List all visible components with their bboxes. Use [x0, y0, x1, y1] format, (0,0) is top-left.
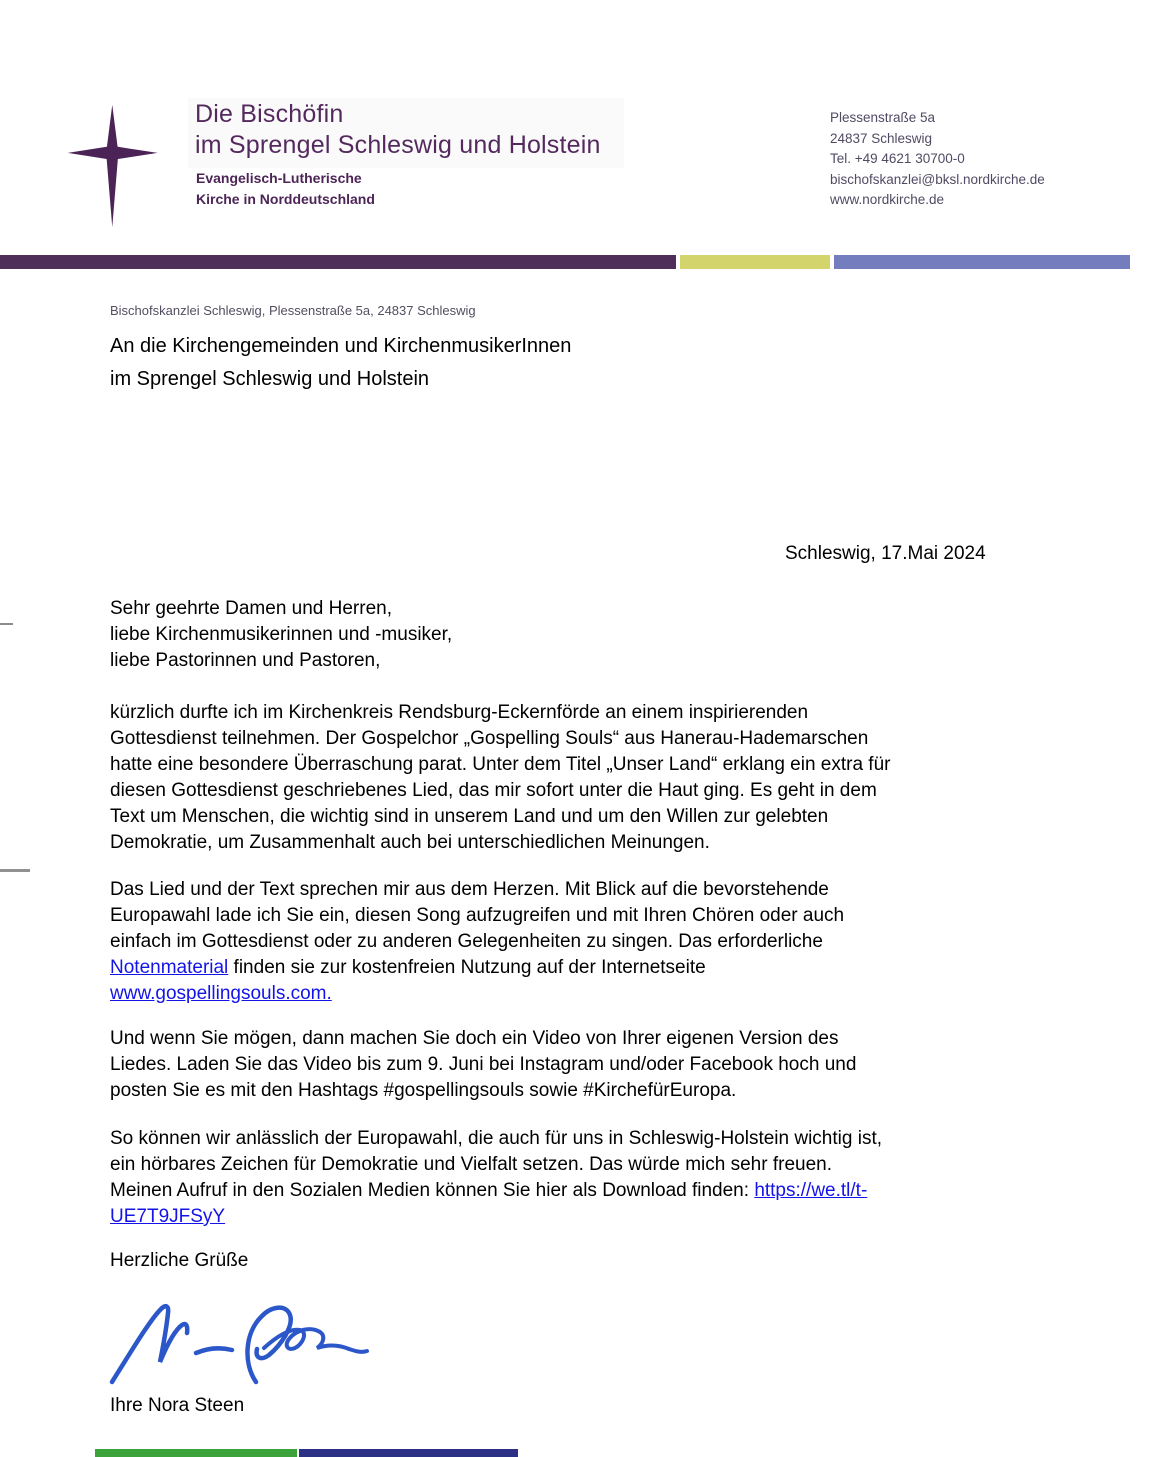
letterhead-title-line2: im Sprengel Schleswig und Holstein [195, 131, 601, 159]
letterhead-subtitle [196, 168, 375, 210]
body-text: finden sie zur kostenfreien Nutzung auf der Internetseite [228, 957, 706, 978]
fold-mark [0, 623, 13, 625]
recipient-address [110, 330, 571, 396]
body-text: liebe Pastorinnen und Pastoren, [110, 650, 381, 671]
body-line [110, 622, 452, 648]
brand-color-bar [0, 255, 1152, 269]
body-text: Europawahl lade ich Sie ein, diesen Song aufzugreifen und mit Ihren Chören oder auch [110, 905, 845, 926]
body-text: So können wir anlässlich der Europawahl, die auch für uns in Schleswig-Holstein wichtig ist, [110, 1128, 882, 1149]
body-line [110, 981, 844, 1007]
body-line [110, 1152, 882, 1178]
body-line [110, 778, 890, 804]
contact-line: www.nordkirche.de [830, 192, 945, 207]
nordkirche-cross-icon [66, 100, 162, 232]
body-line [110, 700, 890, 726]
body-line [110, 1052, 856, 1078]
letterhead-title [195, 99, 601, 161]
hyperlink[interactable]: UE7T9JFSyY [110, 1206, 226, 1227]
bar-segment-purple [0, 255, 676, 269]
paragraph-3 [110, 1026, 856, 1104]
body-text: hatte eine besondere Überraschung parat. Unter dem Titel „Unser Land“ erklang ein extra für [110, 754, 891, 775]
letterhead-title-line1: Die Bischöfin [195, 100, 344, 128]
body-text: Meinen Aufruf in den Sozialen Medien können Sie hier als Download finden: [110, 1180, 755, 1201]
body-text: Text um Menschen, die wichtig sind in unserem Land und um den Willen zur gelebten [110, 806, 829, 827]
contact-line: 24837 Schleswig [830, 130, 933, 146]
body-text: Und wenn Sie mögen, dann machen Sie doch ein Video von Ihrer eigenen Version des [110, 1028, 839, 1049]
contact-block [830, 108, 1045, 211]
body-text: ein hörbares Zeichen für Demokratie und Vielfalt setzen. Das würde mich sehr freuen. [110, 1154, 833, 1175]
salutation [110, 596, 452, 674]
recipient-line: im Sprengel Schleswig und Holstein [110, 368, 430, 390]
paragraph-1 [110, 700, 890, 856]
body-line [110, 752, 890, 778]
paragraph-2 [110, 877, 844, 1007]
body-line [110, 1178, 882, 1204]
footer-segment-navy [299, 1449, 518, 1457]
body-line [110, 1078, 856, 1104]
body-text: diesen Gottesdienst geschriebenes Lied, das mir sofort unter die Haut ging. Es geht in dem [110, 780, 877, 801]
body-line [110, 877, 844, 903]
footer-segment-green [95, 1449, 297, 1457]
recipient-line: An die Kirchengemeinden und KirchenmusikerInnen [110, 335, 572, 357]
body-line [110, 830, 890, 856]
sender-return-address: Bischofskanzlei Schleswig, Plessenstraße 5a, 24837 Schleswig [110, 303, 476, 318]
contact-line: bischofskanzlei@bksl.nordkirche.de [830, 171, 1045, 187]
body-line [110, 955, 844, 981]
letterhead-subtitle-line1: Evangelisch-Lutherische [196, 170, 362, 186]
body-line [110, 1026, 856, 1052]
body-text: Demokratie, um Zusammenhalt auch bei unterschiedlichen Meinungen. [110, 832, 710, 853]
body-line [110, 648, 452, 674]
body-line [110, 596, 452, 622]
footer-color-bar [0, 1449, 1152, 1457]
body-line [110, 903, 844, 929]
fold-mark [0, 869, 30, 872]
body-text: kürzlich durfte ich im Kirchenkreis Rendsburg-Eckernförde an einem inspirierenden [110, 702, 809, 723]
bar-segment-blue [834, 255, 1130, 269]
handwritten-signature-icon [104, 1292, 372, 1388]
body-line [110, 929, 844, 955]
body-text: posten Sie es mit den Hashtags #gospellingsouls sowie #KirchefürEuropa. [110, 1080, 737, 1101]
body-line [110, 726, 890, 752]
hyperlink[interactable]: https://we.tl/t- [754, 1180, 868, 1201]
hyperlink[interactable]: www.gospellingsouls.com. [110, 983, 332, 1004]
body-line [110, 804, 890, 830]
body-text: Liedes. Laden Sie das Video bis zum 9. Juni bei Instagram und/oder Facebook hoch und [110, 1054, 857, 1075]
body-line [110, 1204, 882, 1230]
body-text: liebe Kirchenmusikerinnen und -musiker, [110, 624, 453, 645]
letterhead-subtitle-line2: Kirche in Norddeutschland [196, 191, 375, 207]
contact-line: Plessenstraße 5a [830, 110, 936, 125]
signer-name: Ihre Nora Steen [110, 1395, 245, 1416]
body-line [110, 1126, 882, 1152]
closing-salutation: Herzliche Grüße [110, 1250, 249, 1271]
bar-segment-yellow [680, 255, 830, 269]
paragraph-4 [110, 1126, 882, 1230]
dateline: Schleswig, 17.Mai 2024 [785, 543, 986, 564]
hyperlink[interactable]: Notenmaterial [110, 957, 229, 978]
body-text: Sehr geehrte Damen und Herren, [110, 598, 392, 619]
body-text: Das Lied und der Text sprechen mir aus dem Herzen. Mit Blick auf die bevorstehende [110, 879, 829, 900]
contact-line: Tel. +49 4621 30700-0 [830, 151, 965, 166]
body-text: einfach im Gottesdienst oder zu anderen Gelegenheiten zu singen. Das erforderliche [110, 931, 823, 952]
body-text: Gottesdienst teilnehmen. Der Gospelchor „Gospelling Souls“ aus Hanerau-Hademarschen [110, 728, 869, 749]
